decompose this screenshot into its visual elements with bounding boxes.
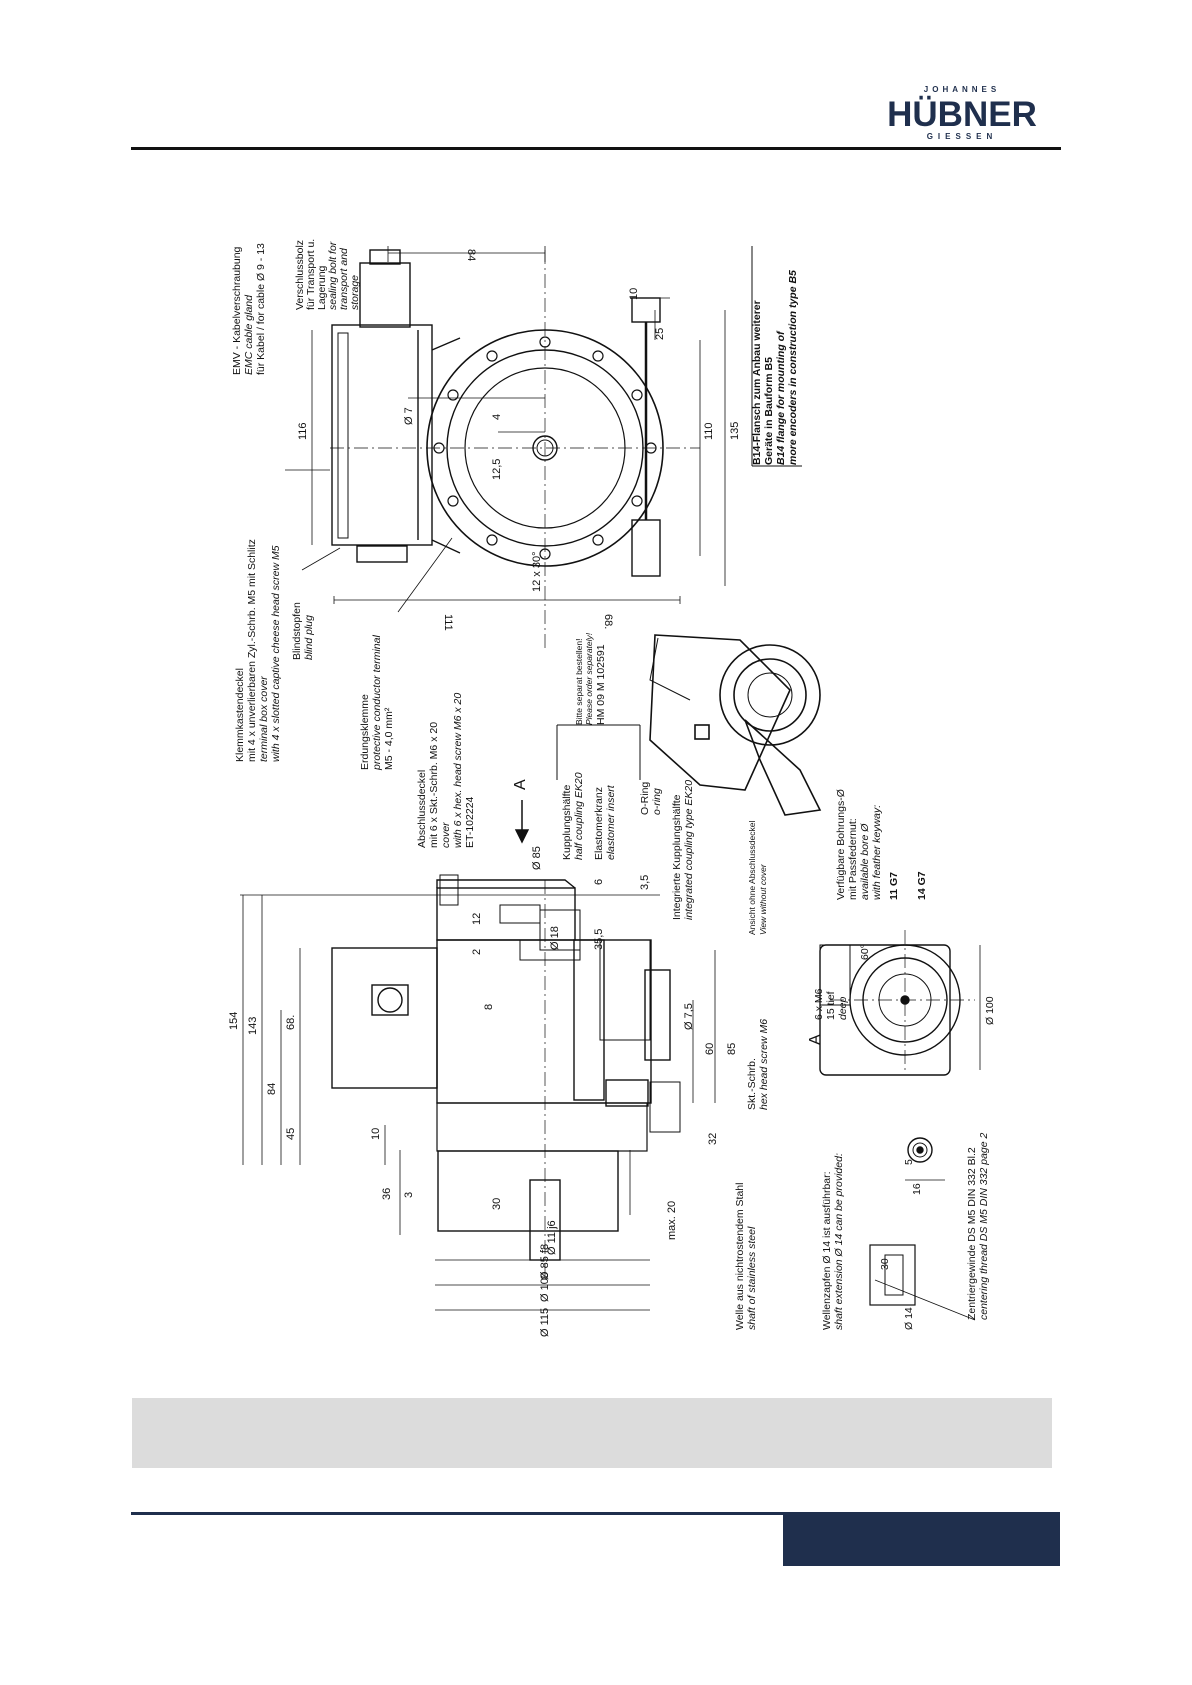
label-b14-1: B14-Flansch zum Anbau weiterer xyxy=(751,300,763,465)
dim-12-5: 12,5 xyxy=(491,458,503,480)
dim-2: 2 xyxy=(471,948,483,955)
view-a xyxy=(747,789,996,1320)
dim-36: 36 xyxy=(381,1187,393,1200)
dim-dia-18: Ø 18 xyxy=(549,926,561,950)
label-order-3: HM 09 M 102591 xyxy=(595,644,607,725)
label-elastomer-1: Elastomerkranz xyxy=(593,787,605,860)
dim-dia-7: Ø 7 xyxy=(403,407,415,425)
label-shaft-1: Welle aus nichtrostendem Stahl xyxy=(734,1182,746,1330)
label-b14-4: more encoders in construction type B5 xyxy=(787,270,799,465)
label-elastomer-2: elastomer insert xyxy=(605,785,617,860)
view-a-bore-2: mit Passfedernut: xyxy=(847,818,859,900)
dim-10: 10 xyxy=(628,287,640,300)
top-view xyxy=(231,239,802,771)
logo-top-line: JOHANNES xyxy=(923,85,1001,94)
dim-4: 4 xyxy=(491,413,503,420)
view-a-title-2: View without cover xyxy=(758,864,768,935)
label-order-1: Bitte separat bestellen! xyxy=(574,638,584,725)
logo-main: HÜBNER xyxy=(887,95,1037,134)
dim-max-20: max. 20 xyxy=(666,1200,678,1240)
dim-84-side: 84 xyxy=(266,1082,278,1095)
dim-25: 25 xyxy=(654,327,666,340)
side-view xyxy=(228,632,990,1337)
label-small-dia-14: Ø 14 xyxy=(903,1307,915,1330)
dim-60: 60 xyxy=(704,1042,716,1055)
label-cover-5: ET-102224 xyxy=(464,796,476,848)
dim-143: 143 xyxy=(247,1016,259,1035)
label-b14-3: B14 flange for mounting of xyxy=(775,331,787,465)
view-a-angle: 60° xyxy=(859,944,871,960)
view-a-bore-4: with feather keyway: xyxy=(871,804,883,900)
footer-block xyxy=(783,1512,1060,1566)
label-small-30: 30 xyxy=(879,1258,891,1270)
label-bolt-3: Lagerung xyxy=(316,265,328,310)
view-a-m6-1: 6 x M6 xyxy=(813,988,825,1020)
view-a-title-1: Ansicht ohne Abschlussdeckel xyxy=(747,820,757,935)
view-a-bore-1: Verfügbare Bohrungs-Ø xyxy=(835,789,847,900)
label-oring-2: o-ring xyxy=(651,788,663,815)
label-box-2: mit 4 x unverlierbaren Zyl.-Schrb. M5 mit Schlitz xyxy=(246,539,258,762)
label-bolt-6: storage xyxy=(349,274,361,310)
view-a-bore-5: 11 G7 xyxy=(888,871,900,900)
label-cover-2: mit 6 x Skt.-Schrb. M6 x 20 xyxy=(428,721,440,848)
dim-dia-85-h: Ø 85 xyxy=(531,846,543,870)
label-box-1: Klemmkastendeckel xyxy=(234,668,246,762)
dim-111: 111 xyxy=(442,614,454,631)
dim-3-5: 3,5 xyxy=(639,874,651,890)
view-a-bore-6: 14 G7 xyxy=(916,871,928,900)
encoder-3d-render xyxy=(650,635,820,815)
label-b14-2: Geräte in Bauform B5 xyxy=(763,357,775,465)
dim-154: 154 xyxy=(228,1011,240,1030)
label-center-1: Zentriergewinde DS M5 DIN 332 Bl.2 xyxy=(966,1147,978,1320)
dim-10-side: 10 xyxy=(370,1127,382,1140)
label-emv-en: EMC cable gland xyxy=(243,295,255,375)
view-a-bore-3: available bore Ø xyxy=(859,823,871,900)
view-a-arrow-label: A xyxy=(512,779,529,790)
view-a-m6-3: deep xyxy=(837,996,849,1020)
label-blind-en: blind plug xyxy=(303,615,315,660)
label-hex-2: hex head screw M6 xyxy=(758,1018,770,1110)
label-bolt-5: transport and xyxy=(338,248,350,310)
dim-3: 3 xyxy=(403,1191,415,1198)
dim-68-side: 68. xyxy=(285,1014,297,1030)
gray-note-box xyxy=(132,1398,1052,1468)
dim-12x30: 12 x 30° xyxy=(531,551,543,592)
dim-68-top: 68. xyxy=(602,614,614,630)
view-a-dia: Ø 100 xyxy=(984,996,996,1025)
dim-30: 30 xyxy=(491,1197,503,1210)
dim-6: 6 xyxy=(593,878,605,885)
label-small-5: 5 xyxy=(903,1159,915,1165)
dim-dia-115: Ø 115 xyxy=(539,1307,551,1337)
view-a-m6-2: 15 tief xyxy=(825,991,837,1020)
label-small-16: 16 xyxy=(911,1183,923,1195)
label-integ-2: integrated coupling type EK20 xyxy=(683,779,695,920)
dim-dia-100-a: Ø 100 xyxy=(539,1272,551,1302)
label-emv-de: EMV - Kabelverschraubung xyxy=(231,246,243,375)
label-order-2: Please order separately! xyxy=(584,632,594,725)
dim-32: 32 xyxy=(707,1132,719,1145)
label-coupling-1: Kupplungshälfte xyxy=(561,784,573,860)
dim-116: 116 xyxy=(297,422,309,440)
label-integ-1: Integrierte Kupplungshälfte xyxy=(671,794,683,920)
label-earth-1: Erdungsklemme xyxy=(359,694,371,770)
label-hex-1: Skt.-Schrb. xyxy=(746,1058,758,1110)
logo-bottom-line: GIESSEN xyxy=(926,132,998,141)
label-bolt-1: Verschlussbolz xyxy=(294,239,306,310)
label-cover-3: cover xyxy=(440,822,452,848)
label-blind-de: Blindstopfen xyxy=(291,602,303,660)
view-a-tag: A xyxy=(807,1034,824,1045)
label-earth-3: M5 - 4,0 mm² xyxy=(383,707,395,770)
label-box-3: terminal box cover xyxy=(258,676,270,762)
label-weller-1: Wellenzapfen Ø 14 ist ausführbar: xyxy=(821,1171,833,1330)
label-center-2: centering thread DS M5 DIN 332 page 2 xyxy=(978,1132,990,1320)
label-oring-1: O-Ring xyxy=(639,781,651,815)
dim-8: 8 xyxy=(483,1003,495,1010)
dim-84-top: 84 xyxy=(465,249,477,262)
label-box-4: with 4 x slotted captive cheese head screw M5 xyxy=(270,545,282,762)
dim-dia-11-j6: Ø 11 j6 xyxy=(546,1220,558,1255)
label-emv-cable: für Kabel / for cable Ø 9 - 13 xyxy=(255,243,267,375)
dim-35-5: 35,5 xyxy=(593,928,605,950)
label-bolt-4: sealing bolt for xyxy=(327,241,339,310)
dim-110: 110 xyxy=(703,422,715,440)
dim-85: 85 xyxy=(726,1042,738,1055)
label-earth-2: protective conductor terminal xyxy=(371,635,383,770)
label-bolt-2: für Transport u. xyxy=(305,238,317,310)
label-cover-4: with 6 x hex. head screw M6 x 20 xyxy=(452,692,464,848)
dim-dia-7-5: Ø 7,5 xyxy=(683,1003,695,1030)
dim-dia-85-f8: Ø 85 f8 xyxy=(539,1243,551,1280)
footer-rule xyxy=(131,1512,783,1515)
label-coupling-2: half coupling EK20 xyxy=(573,772,585,860)
dim-12: 12 xyxy=(471,912,483,925)
label-shaft-2: shaft of stainless steel xyxy=(746,1226,758,1330)
label-cover-1: Abschlussdeckel xyxy=(416,769,428,848)
dim-135: 135 xyxy=(729,421,741,440)
dim-45: 45 xyxy=(285,1127,297,1140)
label-weller-2: shaft extension Ø 14 can be provided: xyxy=(833,1153,845,1330)
